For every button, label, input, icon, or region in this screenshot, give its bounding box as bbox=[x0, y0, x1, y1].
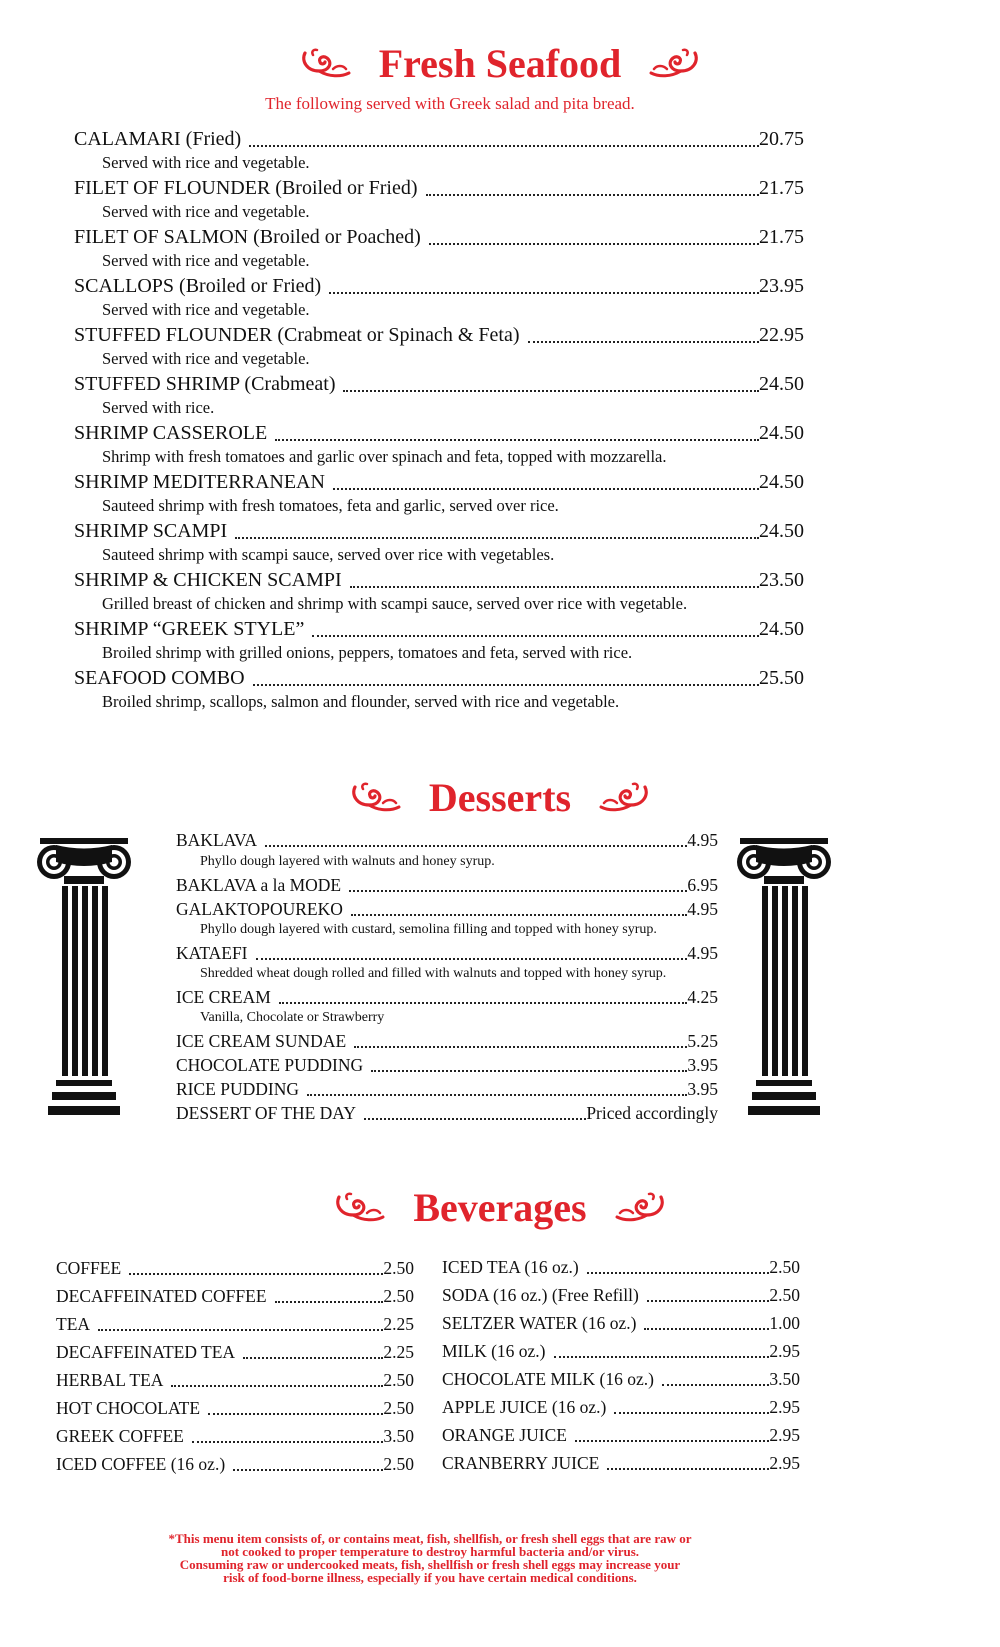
item-description: Served with rice and vegetable. bbox=[102, 300, 310, 319]
menu-item bbox=[74, 226, 804, 249]
leader-dots bbox=[333, 488, 759, 490]
menu-item bbox=[442, 1369, 800, 1390]
item-description: Vanilla, Chocolate or Strawberry bbox=[200, 1010, 385, 1025]
leader-dots bbox=[249, 145, 759, 147]
menu-item bbox=[176, 1031, 718, 1052]
menu-item bbox=[176, 1103, 718, 1124]
item-name: COFFEE bbox=[56, 1258, 122, 1278]
menu-item bbox=[74, 275, 804, 298]
item-price: 22.95 bbox=[759, 324, 804, 346]
item-name: BAKLAVA a la MODE bbox=[176, 875, 342, 895]
item-description: Grilled breast of chicken and shrimp with scampi sauce, served over rice with vegetable. bbox=[102, 594, 688, 613]
item-price: 20.75 bbox=[759, 128, 804, 150]
item-price: 3.50 bbox=[383, 1426, 414, 1446]
item-price: 3.50 bbox=[769, 1369, 800, 1389]
swirl-ornament-left-icon bbox=[349, 781, 401, 815]
leader-dots bbox=[192, 1441, 384, 1443]
item-price: 25.50 bbox=[759, 667, 804, 689]
seafood-subtitle: The following served with Greek salad and pita bread. bbox=[265, 94, 635, 113]
item-price: 1.00 bbox=[769, 1313, 800, 1333]
menu-item bbox=[74, 177, 804, 200]
leader-dots bbox=[364, 1118, 586, 1120]
beverages-heading bbox=[0, 1180, 1000, 1232]
item-name: GREEK COFFEE bbox=[56, 1426, 184, 1446]
item-price: 5.25 bbox=[687, 1031, 718, 1051]
item-description: Served with rice and vegetable. bbox=[102, 251, 310, 270]
disclaimer-line: risk of food-borne illness, especially if you have certain medical conditions. bbox=[223, 1570, 637, 1585]
menu-item bbox=[56, 1342, 414, 1363]
menu-item bbox=[56, 1258, 414, 1279]
item-name: RICE PUDDING bbox=[176, 1079, 299, 1099]
item-description: Phyllo dough layered with walnuts and honey syrup. bbox=[200, 854, 495, 869]
menu-item bbox=[176, 830, 718, 851]
menu-item bbox=[176, 875, 718, 896]
leader-dots bbox=[587, 1272, 770, 1274]
menu-item bbox=[56, 1398, 414, 1419]
item-name: CHOCOLATE MILK (16 oz.) bbox=[442, 1369, 654, 1389]
item-description: Broiled shrimp with grilled onions, peppers, tomatoes and feta, served with rice. bbox=[102, 643, 633, 662]
item-name: ICE CREAM bbox=[176, 987, 271, 1007]
leader-dots bbox=[307, 1094, 687, 1096]
menu-item bbox=[442, 1257, 800, 1278]
item-name: STUFFED SHRIMP (Crabmeat) bbox=[74, 373, 336, 395]
menu-item bbox=[74, 618, 804, 641]
item-price: 24.50 bbox=[759, 422, 804, 444]
menu-item bbox=[74, 373, 804, 396]
item-name: MILK (16 oz.) bbox=[442, 1341, 546, 1361]
item-name: DECAFFEINATED TEA bbox=[56, 1342, 236, 1362]
item-price: 2.95 bbox=[769, 1341, 800, 1361]
item-price: 4.95 bbox=[687, 943, 718, 963]
seafood-heading bbox=[0, 36, 1000, 88]
menu-item bbox=[176, 987, 718, 1008]
menu-item bbox=[74, 569, 804, 592]
leader-dots bbox=[279, 1002, 688, 1004]
leader-dots bbox=[426, 194, 760, 196]
beverages-title: Beverages bbox=[413, 1184, 587, 1230]
item-price: 2.95 bbox=[769, 1397, 800, 1417]
item-description: Shredded wheat dough rolled and filled with walnuts and topped with honey syrup. bbox=[200, 966, 667, 981]
item-name: SCALLOPS (Broiled or Fried) bbox=[74, 275, 322, 297]
item-price: 24.50 bbox=[759, 373, 804, 395]
menu-item bbox=[442, 1453, 800, 1474]
seafood-title: Fresh Seafood bbox=[378, 40, 622, 86]
leader-dots bbox=[351, 914, 687, 916]
item-price: 24.50 bbox=[759, 520, 804, 542]
leader-dots bbox=[256, 958, 688, 960]
leader-dots bbox=[528, 341, 759, 343]
item-name: HOT CHOCOLATE bbox=[56, 1398, 201, 1418]
swirl-ornament-left-icon bbox=[299, 47, 351, 81]
item-price: 2.50 bbox=[769, 1257, 800, 1277]
item-price: 21.75 bbox=[759, 226, 804, 248]
item-price: 2.25 bbox=[383, 1342, 414, 1362]
leader-dots bbox=[275, 1301, 384, 1303]
leader-dots bbox=[275, 439, 759, 441]
item-price: 23.50 bbox=[759, 569, 804, 591]
swirl-ornament-right-icon bbox=[615, 1191, 667, 1225]
item-name: SEAFOOD COMBO bbox=[74, 667, 245, 689]
item-price: 2.50 bbox=[383, 1286, 414, 1306]
leader-dots bbox=[607, 1468, 769, 1470]
leader-dots bbox=[429, 243, 759, 245]
item-description: Broiled shrimp, scallops, salmon and flounder, served with rice and vegetable. bbox=[102, 692, 620, 711]
leader-dots bbox=[171, 1385, 383, 1387]
item-description: Phyllo dough layered with custard, semolina filling and topped with honey syrup. bbox=[200, 922, 657, 937]
menu-item bbox=[56, 1314, 414, 1335]
leader-dots bbox=[253, 684, 759, 686]
leader-dots bbox=[371, 1070, 687, 1072]
menu-item bbox=[74, 667, 804, 690]
menu-item bbox=[56, 1454, 414, 1475]
item-name: TEA bbox=[56, 1314, 91, 1334]
menu-item bbox=[56, 1426, 414, 1447]
item-price: 21.75 bbox=[759, 177, 804, 199]
item-name: SODA (16 oz.) (Free Refill) bbox=[442, 1285, 639, 1305]
item-name: ORANGE JUICE bbox=[442, 1425, 567, 1445]
item-price: 2.95 bbox=[769, 1425, 800, 1445]
leader-dots bbox=[235, 537, 759, 539]
item-name: ICED COFFEE (16 oz.) bbox=[56, 1454, 226, 1474]
leader-dots bbox=[354, 1046, 687, 1048]
item-name: CRANBERRY JUICE bbox=[442, 1453, 600, 1473]
item-name: KATAEFI bbox=[176, 943, 248, 963]
leader-dots bbox=[554, 1356, 770, 1358]
leader-dots bbox=[208, 1413, 383, 1415]
food-safety-disclaimer bbox=[120, 1532, 740, 1584]
item-name: SELTZER WATER (16 oz.) bbox=[442, 1313, 637, 1333]
menu-item bbox=[176, 943, 718, 964]
item-name: CALAMARI (Fried) bbox=[74, 128, 242, 150]
item-price: 2.95 bbox=[769, 1453, 800, 1473]
item-name: STUFFED FLOUNDER (Crabmeat or Spinach & Feta) bbox=[74, 324, 520, 346]
item-price: 4.95 bbox=[687, 899, 718, 919]
item-name: SHRIMP SCAMPI bbox=[74, 520, 228, 542]
item-price: 3.95 bbox=[687, 1055, 718, 1075]
menu-item bbox=[74, 422, 804, 445]
ionic-column-right-icon bbox=[734, 832, 834, 1132]
menu-item bbox=[56, 1370, 414, 1391]
leader-dots bbox=[265, 845, 687, 847]
item-price: 2.50 bbox=[769, 1285, 800, 1305]
leader-dots bbox=[647, 1300, 770, 1302]
item-price: 4.95 bbox=[687, 830, 718, 850]
leader-dots bbox=[312, 635, 759, 637]
menu-item bbox=[176, 899, 718, 920]
item-name: FILET OF FLOUNDER (Broiled or Fried) bbox=[74, 177, 418, 199]
menu-item bbox=[442, 1313, 800, 1334]
leader-dots bbox=[98, 1329, 383, 1331]
item-price: 2.50 bbox=[383, 1454, 414, 1474]
item-name: GALAKTOPOUREKO bbox=[176, 899, 343, 919]
swirl-ornament-left-icon bbox=[333, 1191, 385, 1225]
leader-dots bbox=[644, 1328, 769, 1330]
ionic-column-left-icon bbox=[34, 832, 134, 1132]
item-price: 2.25 bbox=[383, 1314, 414, 1334]
item-price: Priced accordingly bbox=[586, 1103, 718, 1123]
item-name: FILET OF SALMON (Broiled or Poached) bbox=[74, 226, 421, 248]
leader-dots bbox=[349, 890, 687, 892]
menu-item bbox=[74, 324, 804, 347]
leader-dots bbox=[662, 1384, 769, 1386]
leader-dots bbox=[350, 586, 759, 588]
item-price: 24.50 bbox=[759, 471, 804, 493]
item-price: 6.95 bbox=[687, 875, 718, 895]
leader-dots bbox=[329, 292, 759, 294]
leader-dots bbox=[129, 1273, 383, 1275]
item-name: DECAFFEINATED COFFEE bbox=[56, 1286, 267, 1306]
desserts-title: Desserts bbox=[428, 774, 572, 820]
item-description: Served with rice and vegetable. bbox=[102, 202, 310, 221]
desserts-heading bbox=[0, 770, 1000, 822]
item-price: 2.50 bbox=[383, 1370, 414, 1390]
item-name: APPLE JUICE (16 oz.) bbox=[442, 1397, 607, 1417]
menu-item bbox=[442, 1397, 800, 1418]
item-price: 4.25 bbox=[687, 987, 718, 1007]
item-description: Sauteed shrimp with fresh tomatoes, feta and garlic, served over rice. bbox=[102, 496, 559, 515]
menu-item bbox=[74, 128, 804, 151]
swirl-ornament-right-icon bbox=[649, 47, 701, 81]
item-name: SHRIMP “GREEK STYLE” bbox=[74, 618, 305, 640]
leader-dots bbox=[243, 1357, 383, 1359]
menu-item bbox=[74, 520, 804, 543]
menu-item bbox=[176, 1079, 718, 1100]
item-name: HERBAL TEA bbox=[56, 1370, 164, 1390]
item-name: BAKLAVA bbox=[176, 830, 258, 850]
item-description: Shrimp with fresh tomatoes and garlic over spinach and feta, topped with mozzarella. bbox=[102, 447, 667, 466]
item-price: 3.95 bbox=[687, 1079, 718, 1099]
item-name: SHRIMP & CHICKEN SCAMPI bbox=[74, 569, 342, 591]
leader-dots bbox=[233, 1469, 383, 1471]
item-name: SHRIMP CASSEROLE bbox=[74, 422, 268, 444]
item-name: DESSERT OF THE DAY bbox=[176, 1103, 356, 1123]
item-name: SHRIMP MEDITERRANEAN bbox=[74, 471, 325, 493]
swirl-ornament-right-icon bbox=[599, 781, 651, 815]
item-name: ICE CREAM SUNDAE bbox=[176, 1031, 347, 1051]
disclaimer-line: *This menu item consists of, or contains meat, fish, shellfish, or fresh shell eggs that are raw or bbox=[168, 1531, 692, 1546]
disclaimer-line: not cooked to proper temperature to destroy harmful bacteria and/or virus. bbox=[220, 1544, 639, 1559]
menu-item bbox=[442, 1425, 800, 1446]
item-price: 24.50 bbox=[759, 618, 804, 640]
menu-item bbox=[56, 1286, 414, 1307]
menu-item bbox=[176, 1055, 718, 1076]
item-price: 23.95 bbox=[759, 275, 804, 297]
item-description: Sauteed shrimp with scampi sauce, served over rice with vegetables. bbox=[102, 545, 555, 564]
item-name: ICED TEA (16 oz.) bbox=[442, 1257, 579, 1277]
item-description: Served with rice and vegetable. bbox=[102, 349, 310, 368]
leader-dots bbox=[614, 1412, 769, 1414]
item-description: Served with rice. bbox=[102, 398, 215, 417]
menu-item bbox=[74, 471, 804, 494]
leader-dots bbox=[575, 1440, 769, 1442]
item-name: CHOCOLATE PUDDING bbox=[176, 1055, 364, 1075]
leader-dots bbox=[343, 390, 759, 392]
item-price: 2.50 bbox=[383, 1398, 414, 1418]
item-price: 2.50 bbox=[383, 1258, 414, 1278]
menu-item bbox=[442, 1341, 800, 1362]
disclaimer-line: Consuming raw or undercooked meats, fish, shellfish or fresh shell eggs may increase your bbox=[179, 1557, 681, 1572]
menu-item bbox=[442, 1285, 800, 1306]
item-description: Served with rice and vegetable. bbox=[102, 153, 310, 172]
